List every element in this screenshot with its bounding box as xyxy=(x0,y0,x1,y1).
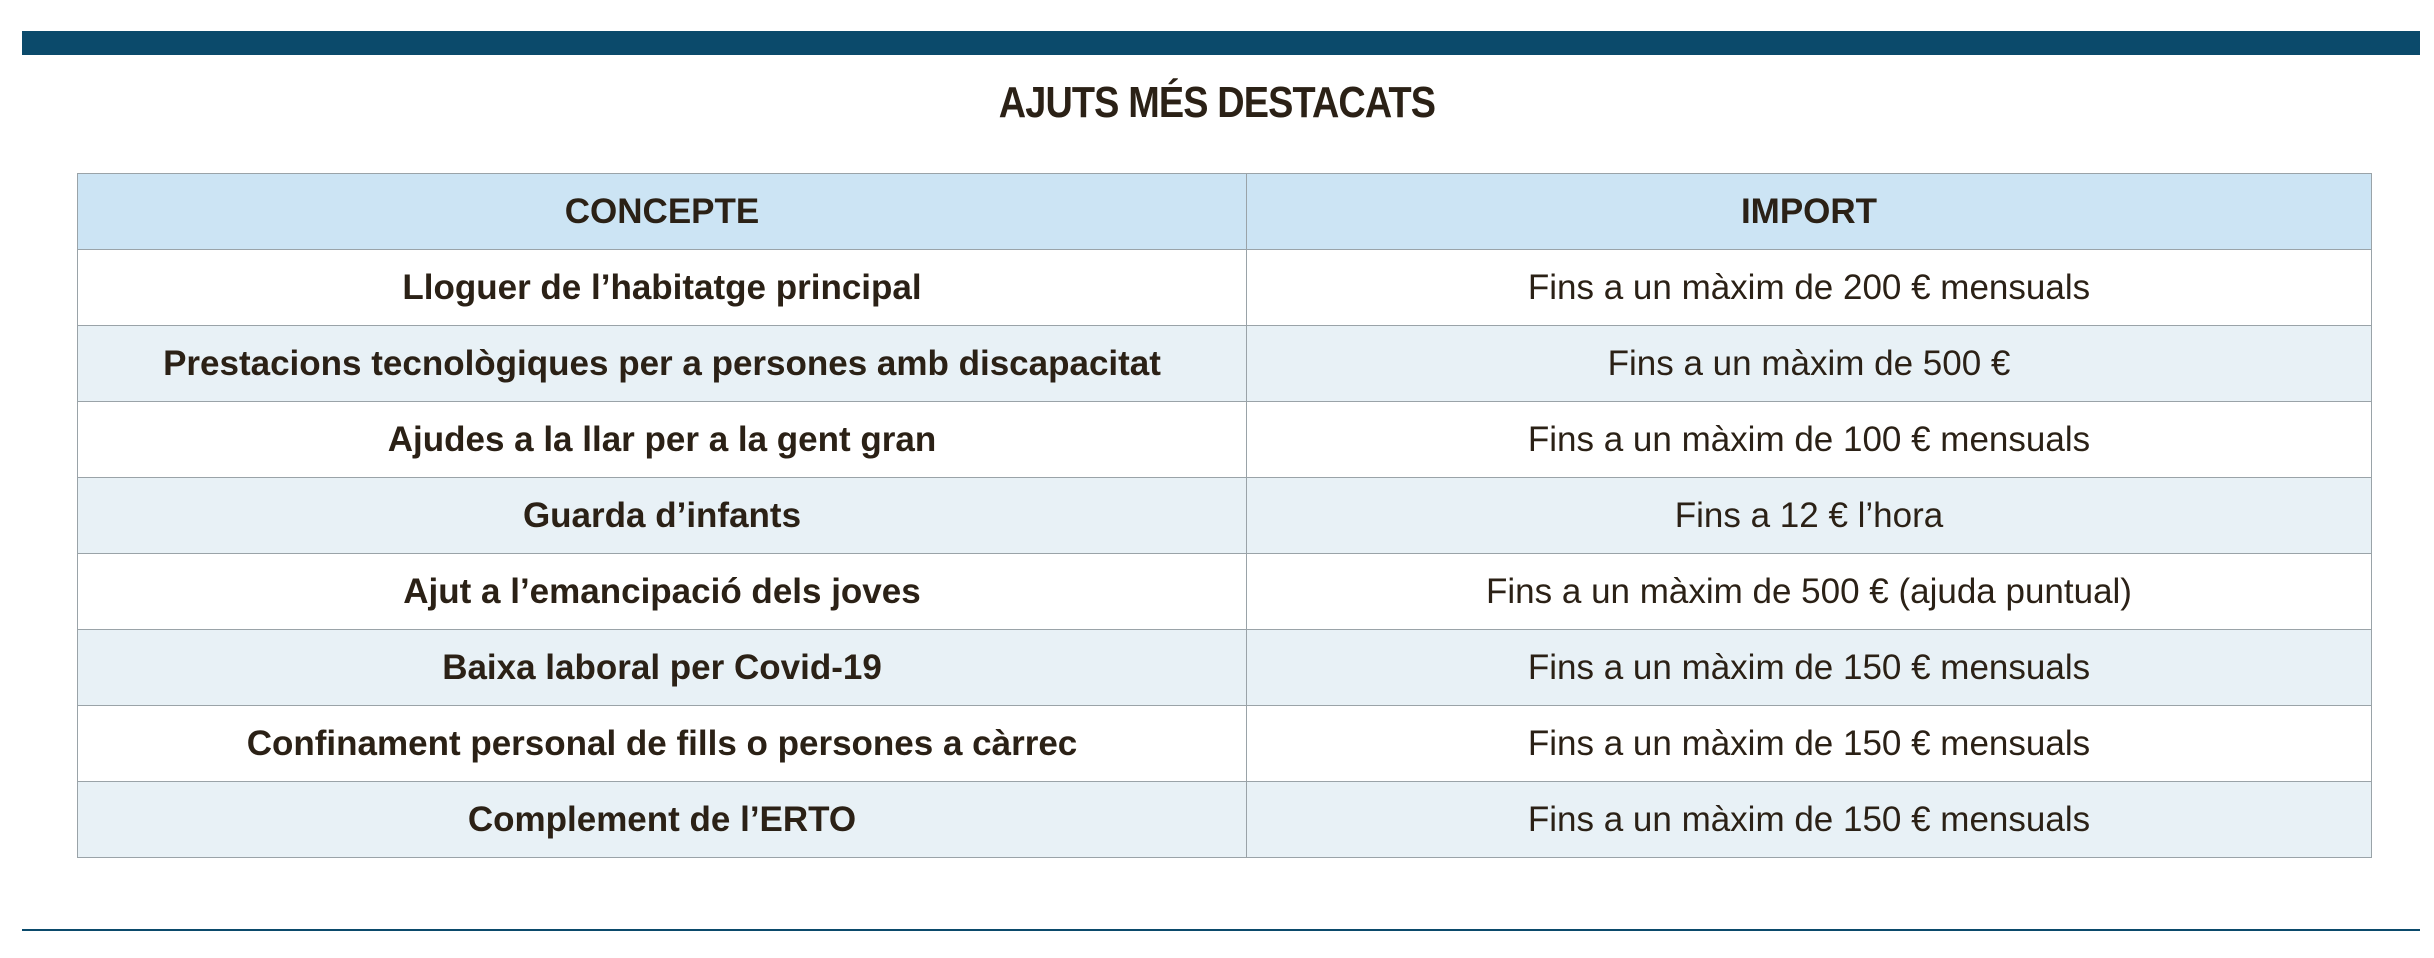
concept-cell: Prestacions tecnològiques per a persones amb discapacitat xyxy=(78,326,1247,402)
aid-table xyxy=(77,173,2372,858)
table-row xyxy=(78,554,2372,630)
column-header-import: IMPORT xyxy=(1247,174,2372,250)
concept-cell: Baixa laboral per Covid-19 xyxy=(78,630,1247,706)
amount-cell: Fins a un màxim de 500 € (ajuda puntual) xyxy=(1247,554,2372,630)
concept-cell: Ajudes a la llar per a la gent gran xyxy=(78,402,1247,478)
table-header-row xyxy=(78,174,2372,250)
concept-cell: Complement de l’ERTO xyxy=(78,782,1247,858)
concept-cell: Guarda d’infants xyxy=(78,478,1247,554)
concept-cell: Lloguer de l’habitatge principal xyxy=(78,250,1247,326)
concept-cell: Ajut a l’emancipació dels joves xyxy=(78,554,1247,630)
concept-cell: Confinament personal de fills o persones a càrrec xyxy=(78,706,1247,782)
amount-cell: Fins a un màxim de 100 € mensuals xyxy=(1247,402,2372,478)
table-row xyxy=(78,326,2372,402)
amount-cell: Fins a un màxim de 150 € mensuals xyxy=(1247,782,2372,858)
table-row xyxy=(78,402,2372,478)
amount-cell: Fins a un màxim de 150 € mensuals xyxy=(1247,706,2372,782)
amount-cell: Fins a 12 € l’hora xyxy=(1247,478,2372,554)
table-row xyxy=(78,706,2372,782)
amount-cell: Fins a un màxim de 500 € xyxy=(1247,326,2372,402)
amount-cell: Fins a un màxim de 200 € mensuals xyxy=(1247,250,2372,326)
table-row xyxy=(78,478,2372,554)
bottom-divider xyxy=(22,929,2420,931)
table-row xyxy=(78,250,2372,326)
column-header-concept: CONCEPTE xyxy=(78,174,1247,250)
table-title: AJUTS MÉS DESTACATS xyxy=(998,78,1436,127)
table-row xyxy=(78,782,2372,858)
table-row xyxy=(78,630,2372,706)
amount-cell: Fins a un màxim de 150 € mensuals xyxy=(1247,630,2372,706)
top-accent-bar xyxy=(22,31,2420,55)
